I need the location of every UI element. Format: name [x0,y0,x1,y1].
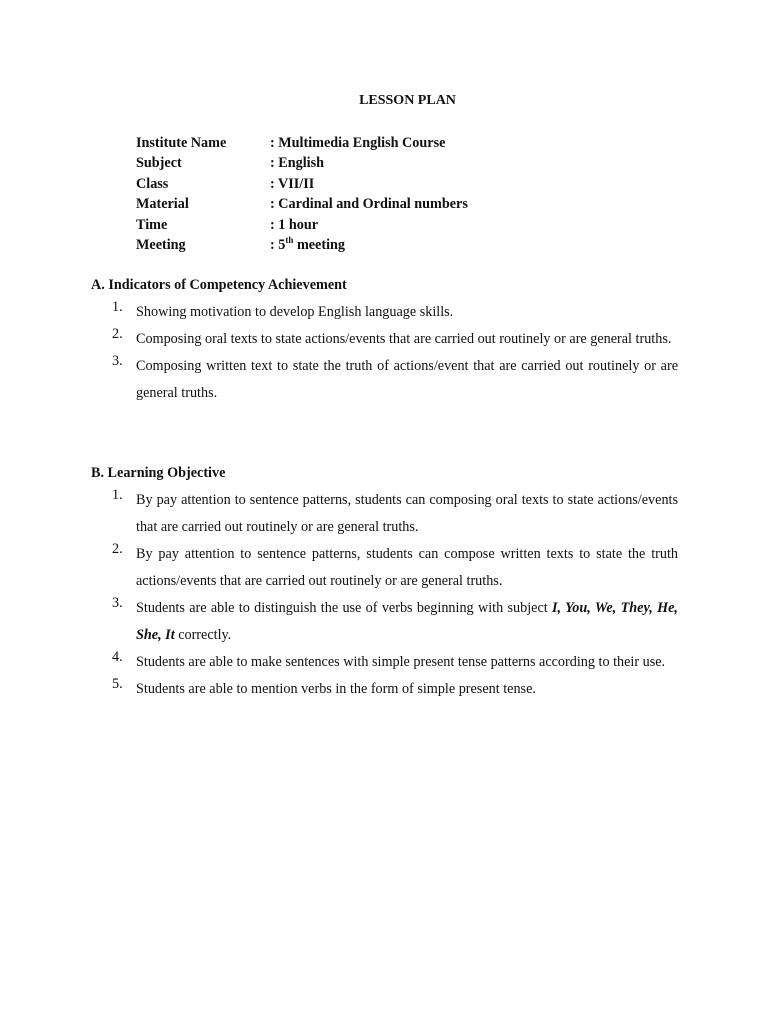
list-text: Students are able to make sentences with simple present tense patterns according to their use. [136,654,666,670]
section-a-list [112,299,678,407]
meeting-number: : 5 [270,237,286,254]
list-text: Showing motivation to develop English language skills. [136,304,454,320]
info-label: Institute Name [136,134,227,151]
list-item [112,541,678,595]
info-value [270,234,346,254]
info-row-institute [136,133,468,154]
info-row-meeting [136,236,468,257]
info-label: Class [136,175,169,192]
lesson-info-table [136,133,468,256]
list-item [112,649,678,676]
info-value: : English [270,155,325,172]
meeting-word: meeting [293,237,346,254]
info-value: : 1 hour [270,216,319,233]
info-label: Subject [136,155,182,172]
section-a-heading: A. Indicators of Competency Achievement [91,277,347,293]
info-label: Meeting [136,237,186,254]
list-text: Composing oral texts to state actions/events that are carried out routinely or are general truths. [136,331,672,347]
list-number: 3. [112,353,123,369]
list-item [112,676,678,703]
list-text [136,595,678,649]
list-number: 2. [112,541,123,557]
list-number: 1. [112,487,123,503]
info-label: Material [136,196,189,213]
list-text: Students are able to mention verbs in the form of simple present tense. [136,681,536,697]
page-title: LESSON PLAN [359,93,456,108]
list-item [112,487,678,541]
info-row-time [136,215,468,236]
info-row-subject [136,154,468,175]
info-value: : Cardinal and Ordinal numbers [270,196,468,213]
list-item [112,326,678,353]
list-number: 2. [112,326,123,342]
list-text: By pay attention to sentence patterns, students can composing oral texts to state actions/events that are carried out routinely or are general truths. [136,492,678,535]
list-item [112,299,678,326]
info-value: : Multimedia English Course [270,134,446,151]
info-row-class [136,174,468,195]
info-value: : VII/II [270,175,315,192]
objective-text-start: Students are able to distinguish the use of verbs beginning with subject [136,600,553,616]
subject-pronouns: I, You, We, They, He, She, It [136,600,678,643]
info-row-material [136,195,468,216]
list-text: Composing written text to state the truth of actions/event that are carried out routinely or are general truths. [136,358,678,401]
list-number: 4. [112,649,123,665]
list-item [112,353,678,407]
section-b-list [112,487,678,703]
list-number: 1. [112,299,123,315]
ordinal-suffix: th [285,234,294,245]
list-item [112,595,678,649]
list-number: 3. [112,595,123,611]
section-b-heading: B. Learning Objective [91,465,226,481]
list-number: 5. [112,676,123,692]
info-label: Time [136,216,168,233]
list-text: By pay attention to sentence patterns, students can compose written texts to state the truth actions/events that are carried out routinely or are general truths. [136,546,678,589]
objective-text-end: correctly. [174,627,232,643]
